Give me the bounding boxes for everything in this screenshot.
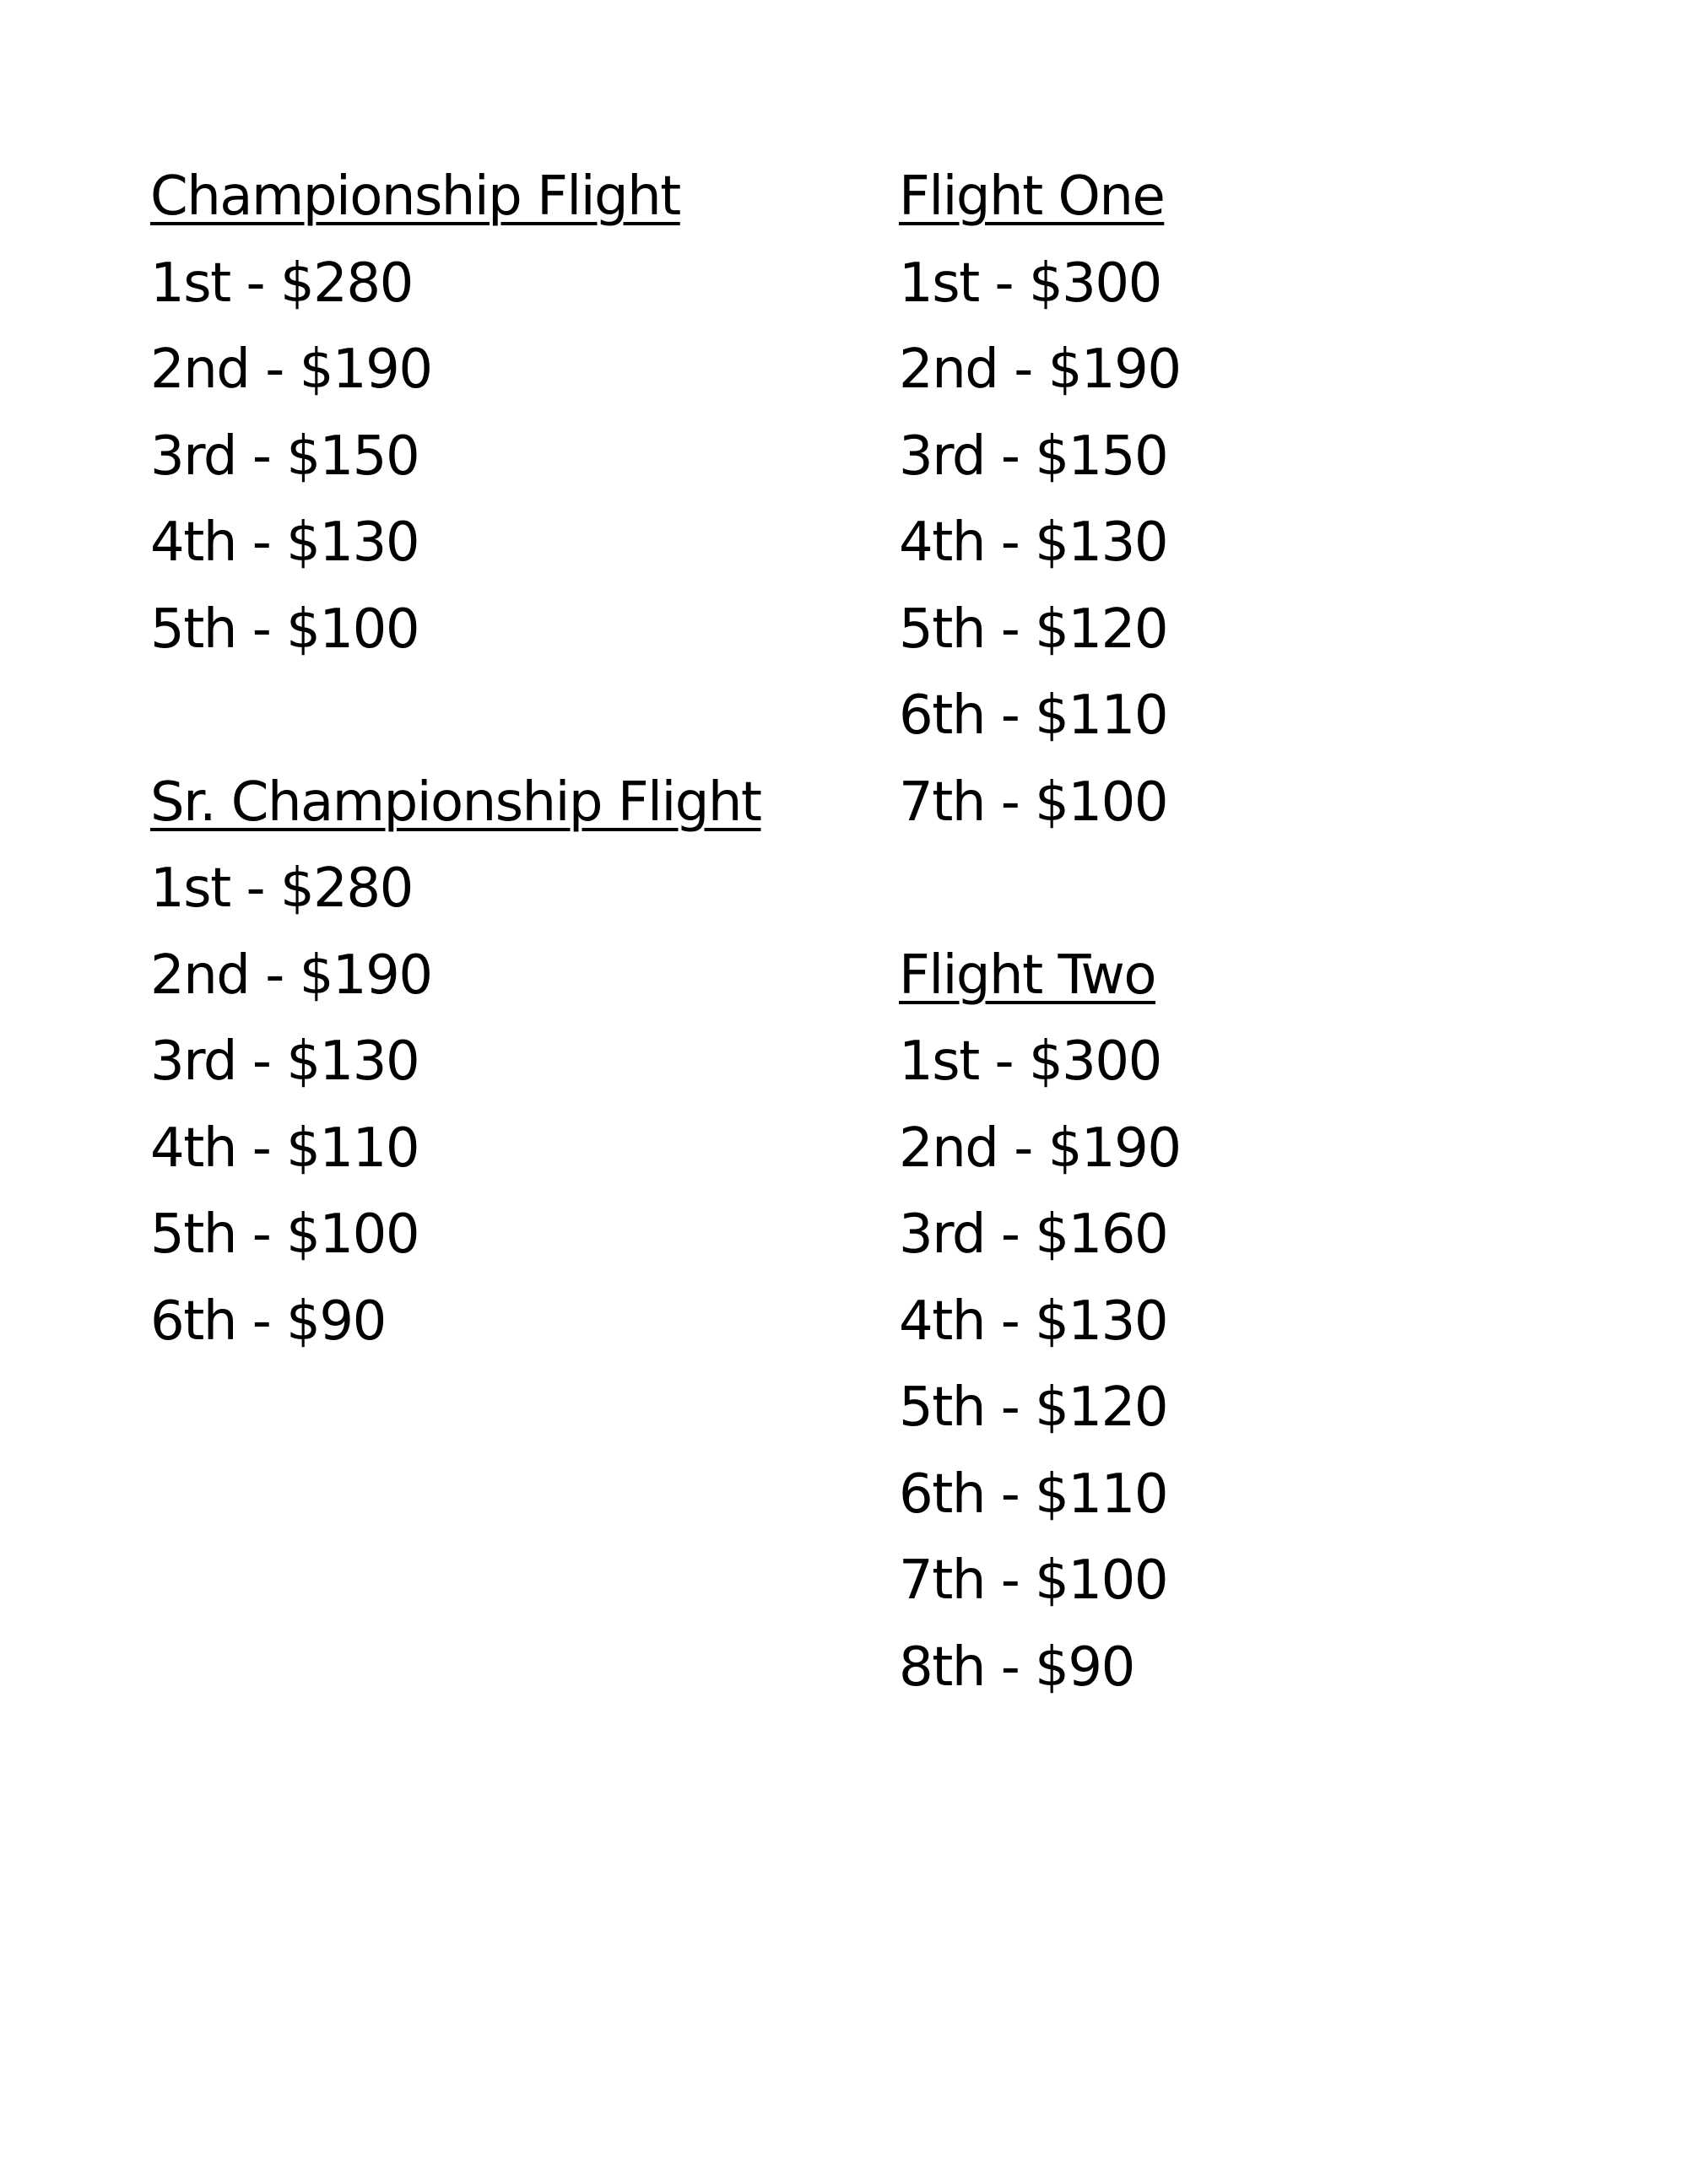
flight-two-heading: Flight Two: [899, 943, 1155, 1007]
prize-line: 3rd - $150: [150, 424, 419, 488]
prize-line: 5th - $100: [150, 597, 419, 661]
prize-line: 3rd - $150: [899, 424, 1168, 488]
prize-line: 6th - $110: [899, 1462, 1168, 1526]
prize-line: 8th - $90: [899, 1635, 1134, 1699]
championship-flight-heading: Championship Flight: [150, 165, 680, 228]
prize-line: 7th - $100: [899, 1549, 1168, 1612]
prize-line: 4th - $130: [899, 511, 1168, 574]
prize-line: 5th - $120: [899, 1376, 1168, 1439]
prize-line: 5th - $120: [899, 597, 1168, 661]
prize-line: 2nd - $190: [899, 1116, 1181, 1180]
prize-line: 1st - $280: [150, 857, 413, 920]
prize-line: 2nd - $190: [150, 338, 432, 401]
prize-line: 4th - $110: [150, 1116, 419, 1180]
prize-line: 3rd - $130: [150, 1030, 419, 1093]
right-column: [899, 154, 1181, 1711]
prize-line: 1st - $300: [899, 1030, 1161, 1093]
prize-line: 6th - $110: [899, 684, 1168, 747]
flight-one-section: [899, 154, 1181, 846]
prize-line: 3rd - $160: [899, 1203, 1168, 1266]
championship-flight-section: [150, 154, 761, 673]
prize-line: 2nd - $190: [150, 943, 432, 1007]
prize-line: 6th - $90: [150, 1289, 386, 1353]
section-spacer: [899, 846, 1181, 933]
left-column: [150, 154, 761, 1365]
sr-championship-flight-section: [150, 760, 761, 1365]
prize-line: 2nd - $190: [899, 338, 1181, 401]
section-spacer: [150, 673, 761, 760]
prize-line: 4th - $130: [150, 511, 419, 574]
flight-one-heading: Flight One: [899, 165, 1165, 228]
flight-two-section: [899, 933, 1181, 1711]
prize-line: 5th - $100: [150, 1203, 419, 1266]
prize-line: 4th - $130: [899, 1289, 1168, 1353]
sr-championship-flight-heading: Sr. Championship Flight: [150, 770, 761, 834]
prize-line: 1st - $280: [150, 251, 413, 315]
prize-line: 7th - $100: [899, 770, 1168, 834]
prize-line: 1st - $300: [899, 251, 1161, 315]
